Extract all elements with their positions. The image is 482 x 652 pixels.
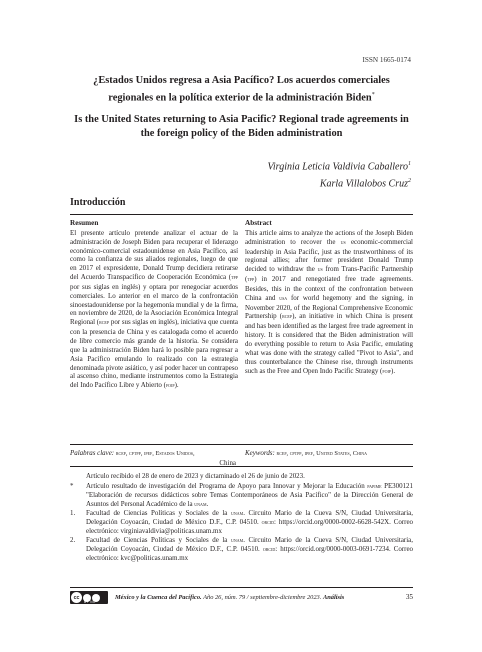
journal-citation: México y la Cuenca del Pacífico. Año 26, núm. 79 / septiembre-diciembre 2023. Análisis (115, 594, 345, 601)
footnote-item: * Artículo resultado de investigación del Programa de Apoyo para Innovar y Mejorar la Educación papime PE300121 "Elaboración de recursos didácticos sobre Temas Contemporáneos de Asia Pacífico" de la Dirección General de Asuntos del Personal Académico de la unam. (70, 482, 413, 508)
footnotes (70, 472, 413, 563)
abstract-heading: Abstract (245, 219, 272, 227)
title-english: Is the United States returning to Asia Pacific? Regional trade agreements in the foreign policy of the Biden administration (74, 114, 409, 139)
resumen-column (70, 219, 238, 391)
divider (70, 214, 413, 215)
keywords-label: Keywords: (245, 449, 275, 457)
resumen-body: El presente artículo pretende analizar el actuar de la administración de Joseph Biden para recuperar el liderazgo económico-comercial estadounidense en Asia Pacífico, así como la confianza de sus aliados regionales, luego de que en 2017 el expresidente, Donald Trump decidiera retirarse del Acuerdo Transpacífico de Cooperación Económica (tpp por sus siglas en inglés) y optara por renegociar acuerdos comerciales. Lo anterior en el marco de la confrontación sinoestadounidense por la hegemonía mundial y de la firma, en noviembre de 2020, de la Asociación Económica Integral Regional (rcep por sus siglas en inglés), iniciativa que cuenta con la presencia de China y es catalogada como el acuerdo de libre comercio más grande de la historia. Se considera que la administración Biden hará lo posible para regresar a Asia Pacífico emulando lo realizado con la estrategia denominada pivote asiático, y así poder hacer un contrapeso al ascenso chino, mediante instrumentos como la Estrategia del Indo Pacífico Libre y Abierto (foip). (70, 228, 238, 390)
author-list (268, 157, 411, 192)
author-1: Virginia Leticia Valdivia Caballero$^1$ (267, 161, 411, 173)
resumen-heading: Resumen (70, 219, 99, 227)
cc-icon: cc (71, 592, 82, 603)
divider (70, 444, 413, 445)
received-note: Artículo recibido el 28 de enero de 2023 y dictaminado el 26 de junio de 2023. (86, 472, 305, 480)
keywords-label: Palabras clave: (70, 449, 115, 457)
keywords-english: Keywords: rcep, cptpp, ipef, United States, China (245, 449, 368, 457)
divider (70, 466, 413, 467)
creative-commons-license-icon[interactable]: cc BY NC (70, 591, 108, 604)
keywords-spanish: Palabras clave: rcep, cptpp, ipef, Estados Unidos, China (70, 449, 236, 467)
author-2: Karla Villalobos Cruz$^2$ (319, 178, 411, 190)
abstract-body: This article aims to analyze the actions of the Joseph Biden administration to recover the us economic-commercial leadership in Asia Pacific, just as the trustworthiness of its regional allies; after former president Donald Trump decided to withdraw the us from Trans-Pacific Partnership (tpp) in 2017 and renegotiated free trade agreements. Besides, this in the context of the confrontation between China and usa for world hegemony and the signing, in November 2020, of the Regional Comprehensive Economic Partnership (rcep), an initiative in which China is present and has been identified as the largest free trade agreement in history. It is considered that the Biden administration will do everything possible to return to Asia Pacific, emulating what was done with the strategy called "Pivot to Asia", and thus counterbalance the Chinese rise, through instruments such as the Free and Open Indo Pacific Strategy (foip). (245, 228, 413, 375)
divider (70, 587, 413, 588)
issn-label: ISSN 1665-0174 (362, 56, 411, 64)
page-number: 35 (405, 593, 413, 601)
footnote-item: 2. Facultad de Ciencias Políticas y Sociales de la unam. Circuito Mario de la Cueva S/N, Ciudad Universitaria, Delegación Coyoacán, Ciudad de México D.F., C.P. 04510. orcid: https://orcid.org/0000-0003-0691-7234. Correo electrónico: kvc@politicas.unam.mx (70, 536, 414, 562)
title-footnote-marker[interactable]: * (371, 92, 375, 98)
footnote-item: 1. Facultad de Ciencias Políticas y Sociales de la unam. Circuito Mario de la Cueva S/N, Ciudad Universitaria, Delegación Coyoacán, Ciudad de México D.F., C.P. 04510. orcid: https://orcid.org/0000-0002-6628-542X. Correo electrónico: virginiavaldivia@politicas.unam.mx (70, 509, 413, 535)
abstract-column (245, 219, 413, 376)
page-footer (70, 591, 413, 605)
section-heading: Introducción (70, 197, 126, 208)
title-spanish: ¿Estados Unidos regresa a Asia Pacífico? Los acuerdos comerciales regionales en la política exterior de la administración Biden* (93, 75, 390, 104)
